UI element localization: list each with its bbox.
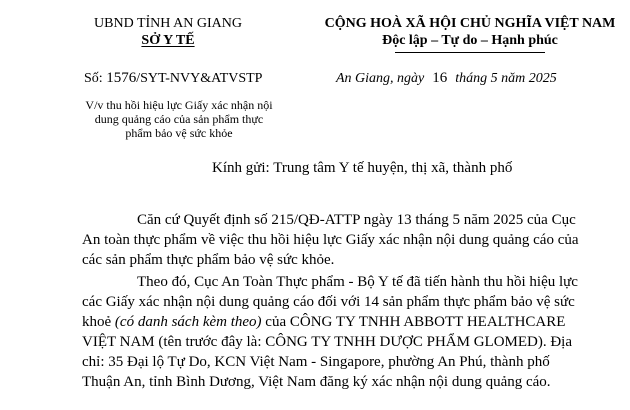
issuing-authority-name: SỞ Y TẾ (141, 33, 195, 48)
document-number-suffix: /SYT-NVY&ATVSTP (136, 71, 263, 86)
issue-day: 16 (432, 70, 448, 86)
issue-place-date (336, 70, 557, 87)
document-subject: V/v thu hồi hiệu lực Giấy xác nhận nội dung quảng cáo của sản phẩm thực phẩm bảo vệ sức khỏe (85, 98, 273, 140)
national-title: CỘNG HOÀ XÃ HỘI CHỦ NGHĨA VIỆT NAM (324, 16, 616, 31)
body-paragraph-1: Căn cứ Quyết định số 215/QĐ-ATTP ngày 13 tháng 5 năm 2025 của Cục An toàn thực phẩm về việc thu hồi hiệu lực Giấy xác nhận nội dung quảng cáo của các sản phẩm thực phẩm bảo vệ sức khỏe. (82, 212, 579, 268)
issue-month-year: tháng 5 năm 2025 (455, 71, 557, 86)
document-number (84, 70, 262, 87)
issuing-authority (88, 33, 248, 49)
document-number-prefix: Số: (84, 71, 103, 86)
recipient-line: Kính gửi: Trung tâm Y tế huyện, thị xã, thành phố (212, 160, 513, 176)
issuing-authority-parent: UBND TỈNH AN GIANG (94, 16, 242, 31)
body-paragraph-2-attachment-note: (có danh sách kèm theo) (114, 314, 262, 330)
body-paragraph-2-text-b: của CÔNG TY TNHH ABBOTT HEALTHCARE VIỆT NAM (tên trước đây là: CÔNG TY TNHH DƯỢC PHẨM GLOMED). Địa chỉ: 35 Đại lộ Tự Do, KCN Việt Nam - Singapore, phường An Phú, thành phố Thuận An, tỉnh Bình Dương, Việt Nam đăng ký xác nhận nội dung quảng cáo. (82, 314, 573, 390)
document-number-value: 1576 (106, 70, 137, 86)
issue-place-label: An Giang, ngày (336, 71, 425, 86)
body-paragraph-2 (82, 272, 582, 392)
motto-underline (395, 52, 545, 53)
national-motto: Độc lập – Tự do – Hạnh phúc (382, 33, 558, 48)
body-paragraph-2-text-a: Theo đó, Cục An Toàn Thực phẩm - Bộ Y tế đã tiến hành thu hồi hiệu lực các Giấy xác nhận nội dung quảng cáo đối với 14 sản phẩm thực phẩm bảo vệ sức khoẻ (82, 274, 578, 330)
